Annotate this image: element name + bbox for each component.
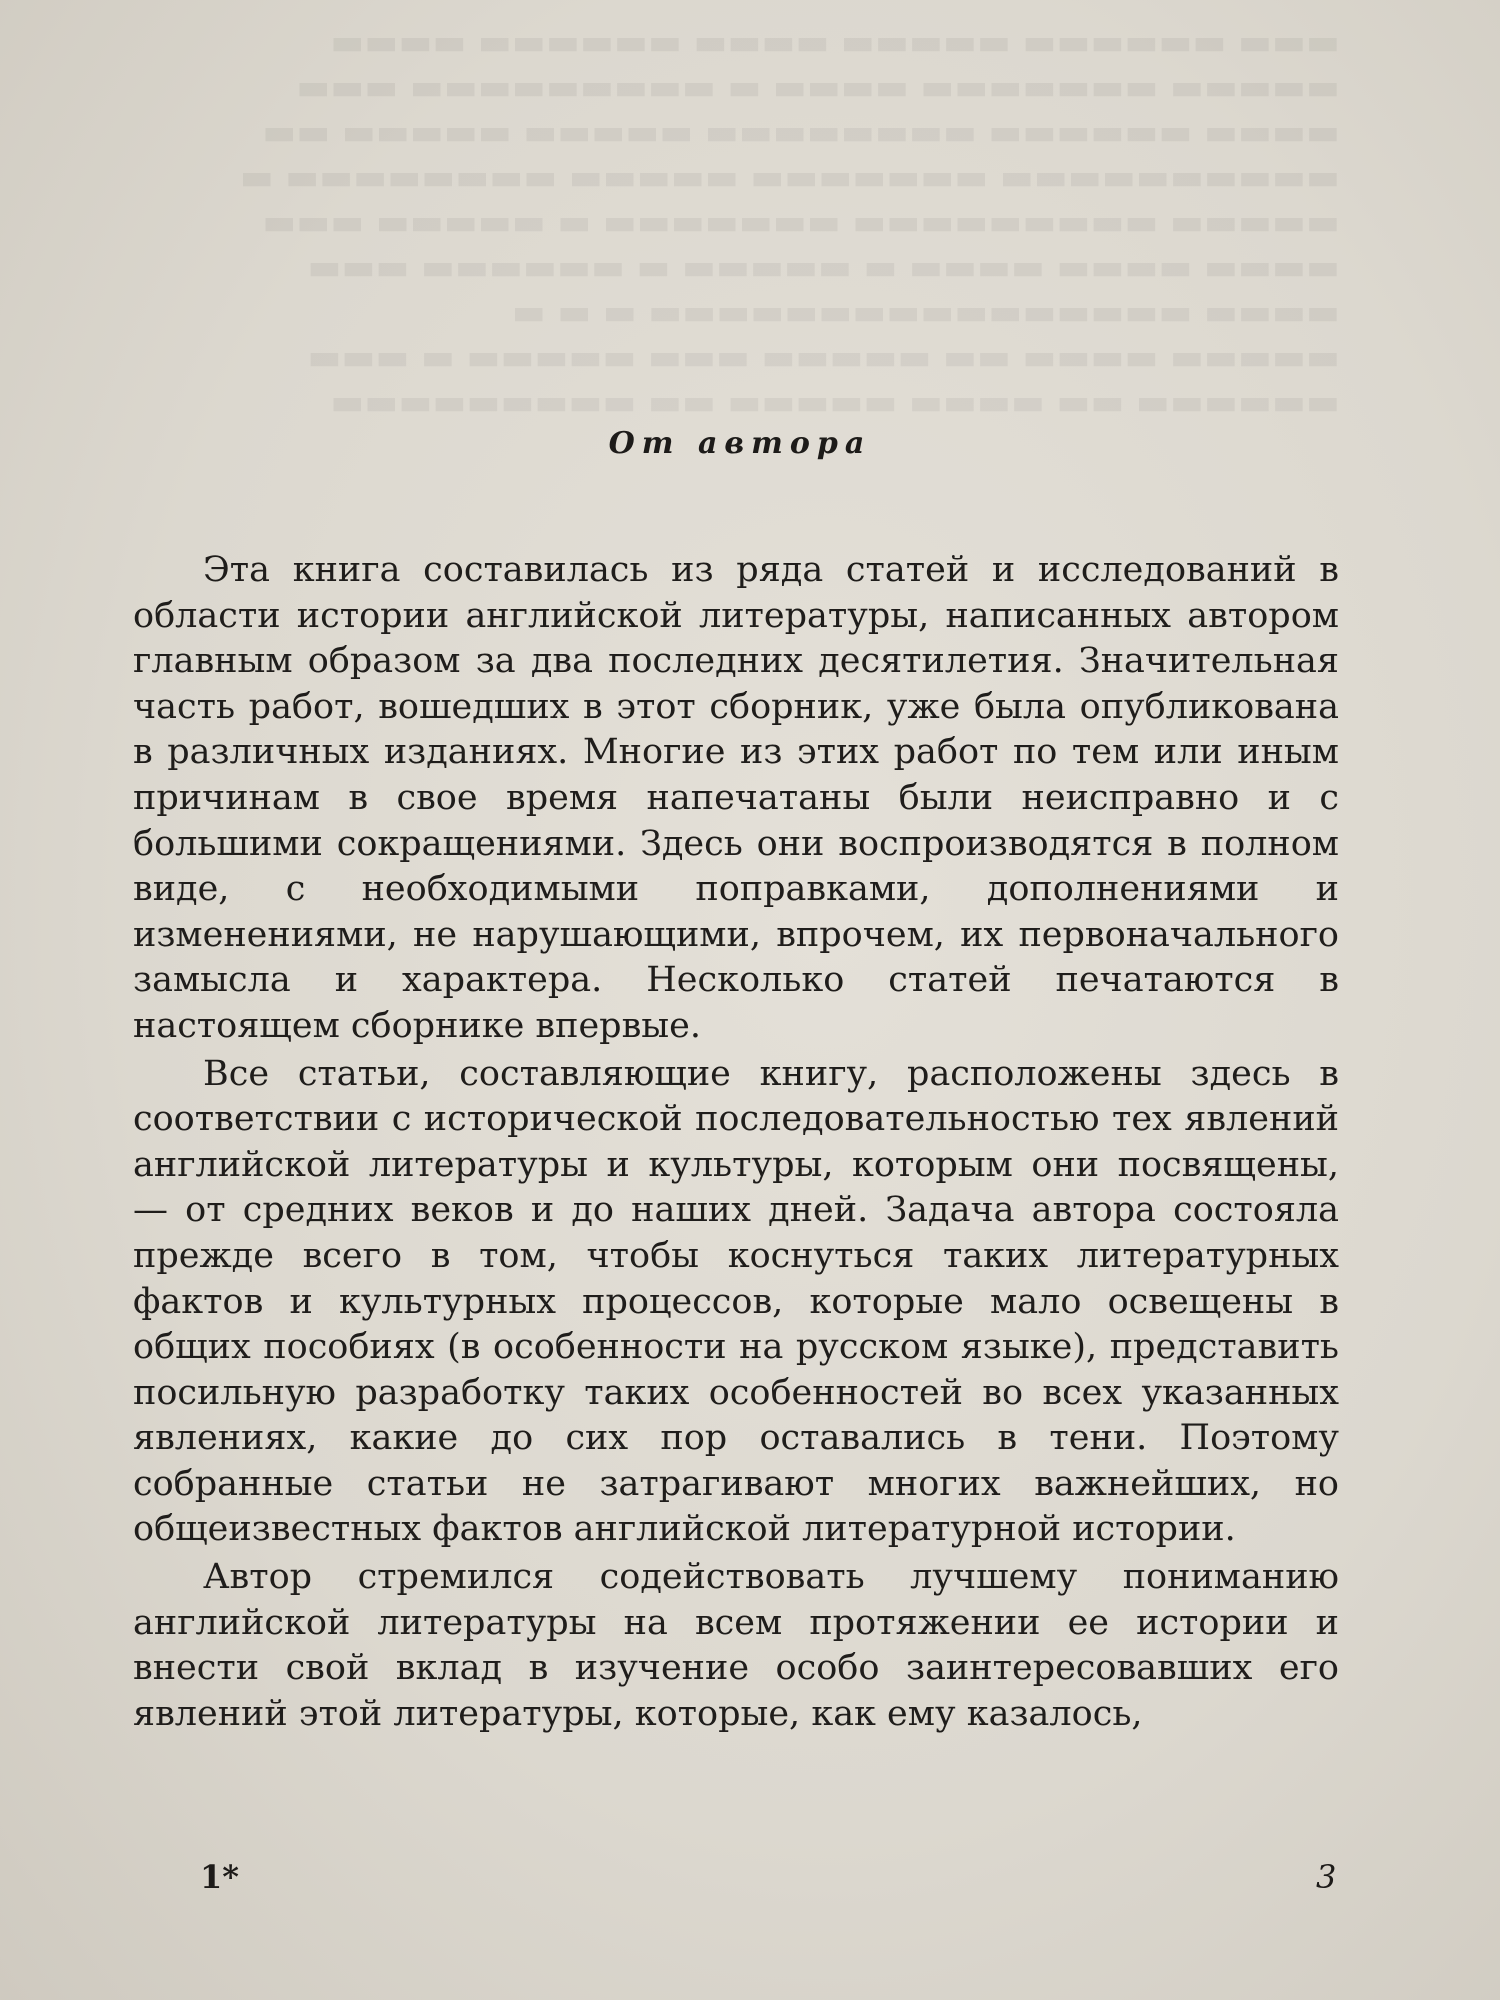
signature-mark: 1* bbox=[200, 1858, 239, 1896]
section-heading: От автора bbox=[608, 426, 872, 461]
bleed-through-text: ▬▬▬ ▬▬▬▬▬▬ ▬▬▬▬▬ ▬▬▬▬ ▬▬▬▬▬▬ ▬▬▬▬ ▬▬▬▬▬ ▬▬▬▬▬▬▬ ▬▬▬▬ ▬ ▬▬▬▬▬▬▬▬▬ ▬▬▬ ▬▬▬▬ ▬▬▬▬▬▬ ▬▬▬▬▬▬▬▬ ▬▬▬▬▬ ▬▬▬▬▬ ▬▬ ▬▬▬▬▬▬▬▬▬▬ ▬▬▬▬▬▬▬ ▬▬▬▬▬ ▬▬▬▬▬▬▬▬ ▬ ▬▬▬▬▬ ▬▬▬▬▬▬▬▬▬ ▬▬▬▬▬▬▬ ▬ ▬▬▬▬▬ ▬▬▬ ▬▬▬▬ ▬▬▬▬ ▬▬▬▬ ▬ ▬▬▬▬▬ ▬ ▬▬▬▬▬▬ ▬▬▬ ▬▬▬▬ ▬▬▬▬▬▬▬▬▬▬▬▬▬▬▬▬ ▬ ▬ ▬ ▬▬▬▬▬ ▬▬▬▬ ▬▬ ▬▬▬▬▬ ▬▬▬ ▬▬▬▬▬ ▬ ▬▬▬ ▬▬▬▬▬▬ ▬▬ ▬▬▬▬ ▬▬▬▬▬ ▬▬ ▬▬▬▬▬▬▬▬▬ bbox=[239, 22, 1340, 423]
body-text bbox=[133, 548, 1339, 1739]
paragraph-3: Автор стремился содействовать лучшему пониманию английской литературы на всем протяжении ее истории и внести свой вклад в изучение особо заинтересовавших его явлений этой литературы, которые, как ему казалось, bbox=[133, 1557, 1339, 1734]
paragraph-1: Эта книга составилась из ряда статей и исследований в области истории английской литературы, написанных автором главным образом за два последних десятилетия. Значительная часть работ, вошедших в этот сборник, уже была опубликована в различных изданиях. Многие из этих работ по тем или иным причинам в свое время напечатаны были неисправно и с большими сокращениями. Здесь они воспроизводятся в полном виде, с необходимыми поправками, дополнениями и изменениями, не нарушающими, впрочем, их первоначального замысла и характера. Несколько статей печатаются в настоящем сборнике впервые. bbox=[133, 550, 1339, 1046]
paragraph-2: Все статьи, составляющие книгу, расположены здесь в соответствии с исторической последовательностью тех явлений английской литературы и культуры, которым они посвящены, — от средних веков и до наших дней. Задача автора состояла прежде всего в том, чтобы коснуться таких литературных фактов и культурных процессов, которые мало освещены в общих пособиях (в особенности на русском языке), представить посильную разработку таких особенностей во всех указанных явлениях, какие до сих пор оставались в тени. Поэтому собранные статьи не затрагивают многих важнейших, но общеизвестных фактов английской литературной истории. bbox=[133, 1053, 1339, 1550]
page-number: 3 bbox=[1316, 1858, 1337, 1896]
